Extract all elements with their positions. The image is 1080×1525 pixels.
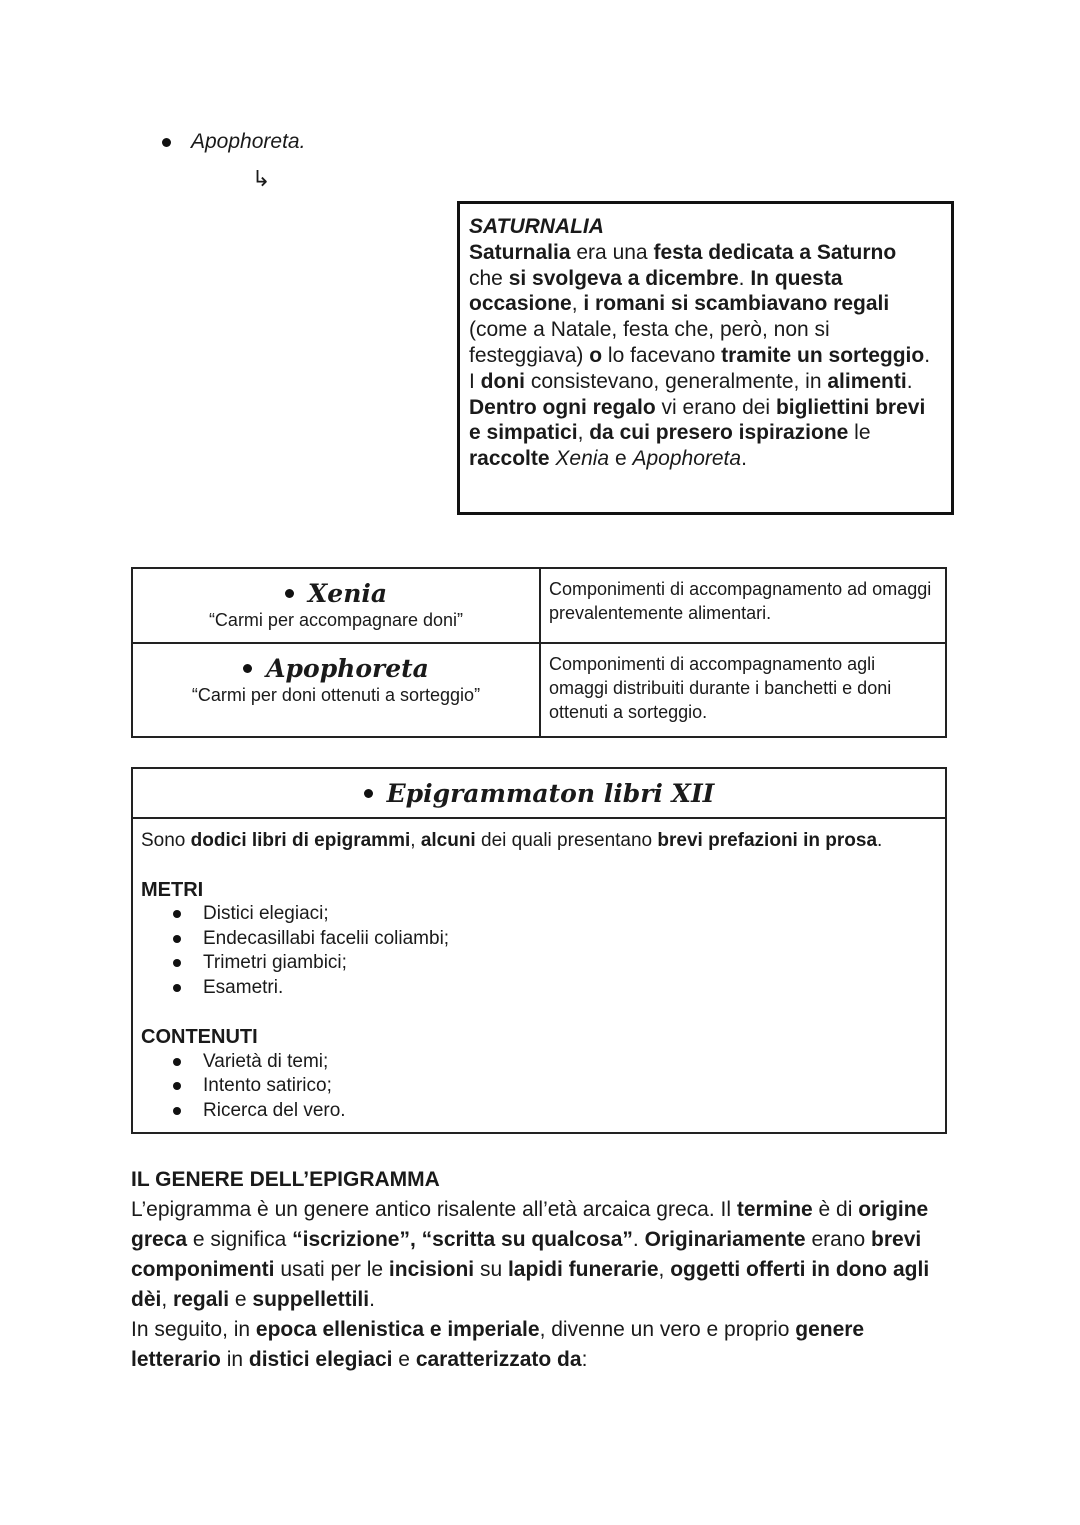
table-cell-name: [132, 643, 540, 737]
xenia-description: Componimenti di accompagnamento ad omaggi prevalentemente alimentari.: [540, 568, 946, 643]
bullet-icon: [173, 935, 181, 943]
genre-paragraph-2: In seguito, in epoca ellenistica e imperiale, divenne un vero e proprio genere letterario in distici elegiaci e caratterizzato da:: [131, 1318, 865, 1371]
arrow-down-right-icon: ↳: [252, 166, 271, 191]
bullet-icon: [243, 664, 252, 673]
bullet-icon: [173, 959, 181, 967]
saturnalia-text-1: Saturnalia era una festa dedicata a Saturno che si svolgeva a dicembre. In questa occasione, i romani si scambiavano regali (come a Natale, festa che, però, non si festeggiava) o lo facevano tramite un sorteggio.: [469, 240, 931, 367]
bullet-icon: [173, 1058, 181, 1066]
xenia-title: Xenia: [307, 579, 388, 608]
bullet-icon: [364, 789, 373, 798]
bullet-icon: [173, 1107, 181, 1115]
apophoreta-description: Componimenti di accompagnamento agli omaggi distribuiti durante i banchetti e doni ottenuti a sorteggio.: [540, 643, 946, 737]
saturnalia-title: SATURNALIA: [469, 215, 604, 238]
epigrammaton-box: [131, 767, 947, 1134]
genre-heading: IL GENERE DELL’EPIGRAMMA: [131, 1168, 440, 1191]
apophoreta-title: Apophoreta: [266, 654, 429, 683]
metri-list: [141, 902, 937, 1000]
list-item: Ricerca del vero.: [173, 1099, 937, 1124]
table-row: [132, 568, 946, 643]
top-bullet-item: [162, 130, 305, 154]
apophoreta-subtitle: “Carmi per doni ottenuti a sorteggio”: [191, 685, 481, 705]
list-item: Varietà di temi;: [173, 1050, 937, 1075]
list-item: Trimetri giambici;: [173, 951, 937, 976]
contenuti-heading: CONTENUTI: [141, 1026, 258, 1048]
contenuti-list: [141, 1050, 937, 1124]
bullet-icon: [173, 1082, 181, 1090]
epigrammaton-body: [133, 819, 945, 1133]
list-item: Distici elegiaci;: [173, 902, 937, 927]
bullet-icon: [173, 984, 181, 992]
genre-paragraph-1: L’epigramma è un genere antico risalente all’età arcaica greca. Il termine è di origine greca e significa “iscrizione”, “scritta su qualcosa”. Originariamente erano brevi componimenti usati per le incisioni su lapidi funerarie, oggetti offerti in dono agli dèi, regali e suppellettili.: [131, 1198, 930, 1311]
list-item: Endecasillabi facelii coliambi;: [173, 927, 937, 952]
table-row: [132, 643, 946, 737]
table-cell-name: [132, 568, 540, 643]
epigrammaton-intro: Sono dodici libri di epigrammi, alcuni dei quali presentano brevi prefazioni in prosa.: [141, 830, 883, 851]
saturnalia-text-2: I doni consistevano, generalmente, in alimenti. Dentro ogni regalo vi erano dei bigliettini brevi e simpatici, da cui presero ispirazione le raccolte Xenia e Apophoreta.: [469, 369, 926, 471]
gifts-table: [131, 567, 947, 738]
list-item: Intento satirico;: [173, 1074, 937, 1099]
epigrammaton-header: [133, 769, 945, 819]
bullet-icon: [173, 910, 181, 918]
bullet-icon: [285, 589, 294, 598]
metri-heading: METRI: [141, 878, 204, 901]
top-bullet-label: Apophoreta.: [191, 130, 306, 153]
saturnalia-box: [457, 201, 954, 515]
list-item: Esametri.: [173, 976, 937, 1001]
epigrammaton-title: Epigrammaton libri XII: [386, 778, 715, 808]
bullet-icon: [162, 138, 171, 147]
xenia-subtitle: “Carmi per accompagnare doni”: [208, 610, 464, 630]
genre-section: [131, 1165, 931, 1375]
